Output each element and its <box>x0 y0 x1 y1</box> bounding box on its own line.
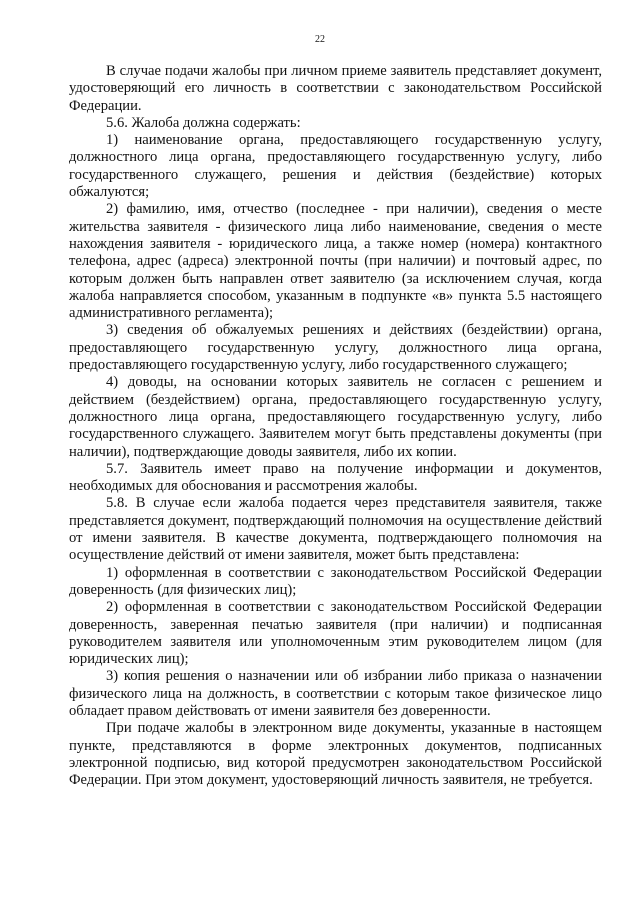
list-item-5-8-1: 1) оформленная в соответствии с законодательством Российской Федерации доверенность (для физических лиц); <box>69 564 602 598</box>
paragraph-personal-reception: В случае подачи жалобы при личном приеме заявитель представляет документ, удостоверяющий его личность в соответствии с законодательством Российской Федерации. <box>69 63 602 114</box>
page-number: 22 <box>315 34 325 45</box>
list-item-5-6-1: 1) наименование органа, предоставляющего государственную услугу, должностного лица органа, предоставляющего государственную услугу, либо государственного служащего, решения и действия (бездействие) которых обжалуются; <box>69 132 602 201</box>
paragraph-5-8: 5.8. В случае если жалоба подается через представителя заявителя, также представляется документ, подтверждающий полномочия на осуществление действий от имени заявителя. В качестве документа, подтверждающего полномочия на осуществление действий от имени заявителя, может быть представлена: <box>69 495 602 564</box>
list-item-5-6-3: 3) сведения об обжалуемых решениях и действиях (бездействии) органа, предоставляющего государственную услугу, должностного лица органа, предоставляющего государственную услугу, либо государственного служащего; <box>69 322 602 374</box>
paragraph-5-6-heading: 5.6. Жалоба должна содержать: <box>106 114 301 131</box>
paragraph-5-7: 5.7. Заявитель имеет право на получение информации и документов, необходимых для обоснования и рассмотрения жалобы. <box>69 460 602 495</box>
document-body <box>69 63 602 789</box>
list-item-5-8-3: 3) копия решения о назначении или об избрании либо приказа о назначении физического лица на должность, в соответствии с которым такое физическое лицо обладает правом действовать от имени заявителя без доверенности. <box>69 668 602 719</box>
paragraph-electronic-submission: При подаче жалобы в электронном виде документы, указанные в настоящем пункте, представляются в форме электронных документов, подписанных электронной подписью, вид которой предусмотрен законодательством Российской Федерации. При этом документ, удостоверяющий личность заявителя, не требуется. <box>69 720 602 789</box>
list-item-5-6-4: 4) доводы, на основании которых заявитель не согласен с решением и действием (бездействием) органа, предоставляющего государственную услугу, должностного лица органа, предоставляющего государственную услугу, либо государственного служащего. Заявителем могут быть представлены документы (при наличии), подтверждающие доводы заявителя, либо их копии. <box>69 374 602 460</box>
list-item-5-6-2: 2) фамилию, имя, отчество (последнее - при наличии), сведения о месте жительства заявителя - физического лица либо наименование, сведения о месте нахождения заявителя - юридического лица, а также номер (номера) контактного телефона, адрес (адреса) электронной почты (при наличии) и почтовый адрес, по которым должен быть направлен ответ заявителю (за исключением случая, когда жалоба направляется способом, указанным в подпункте «в» пункта 5.5 настоящего административного регламента); <box>69 201 602 322</box>
list-item-5-8-2: 2) оформленная в соответствии с законодательством Российской Федерации доверенность, заверенная печатью заявителя (при наличии) и подписанная руководителем заявителя или уполномоченным этим руководителем лицом (для юридических лиц); <box>69 599 602 668</box>
